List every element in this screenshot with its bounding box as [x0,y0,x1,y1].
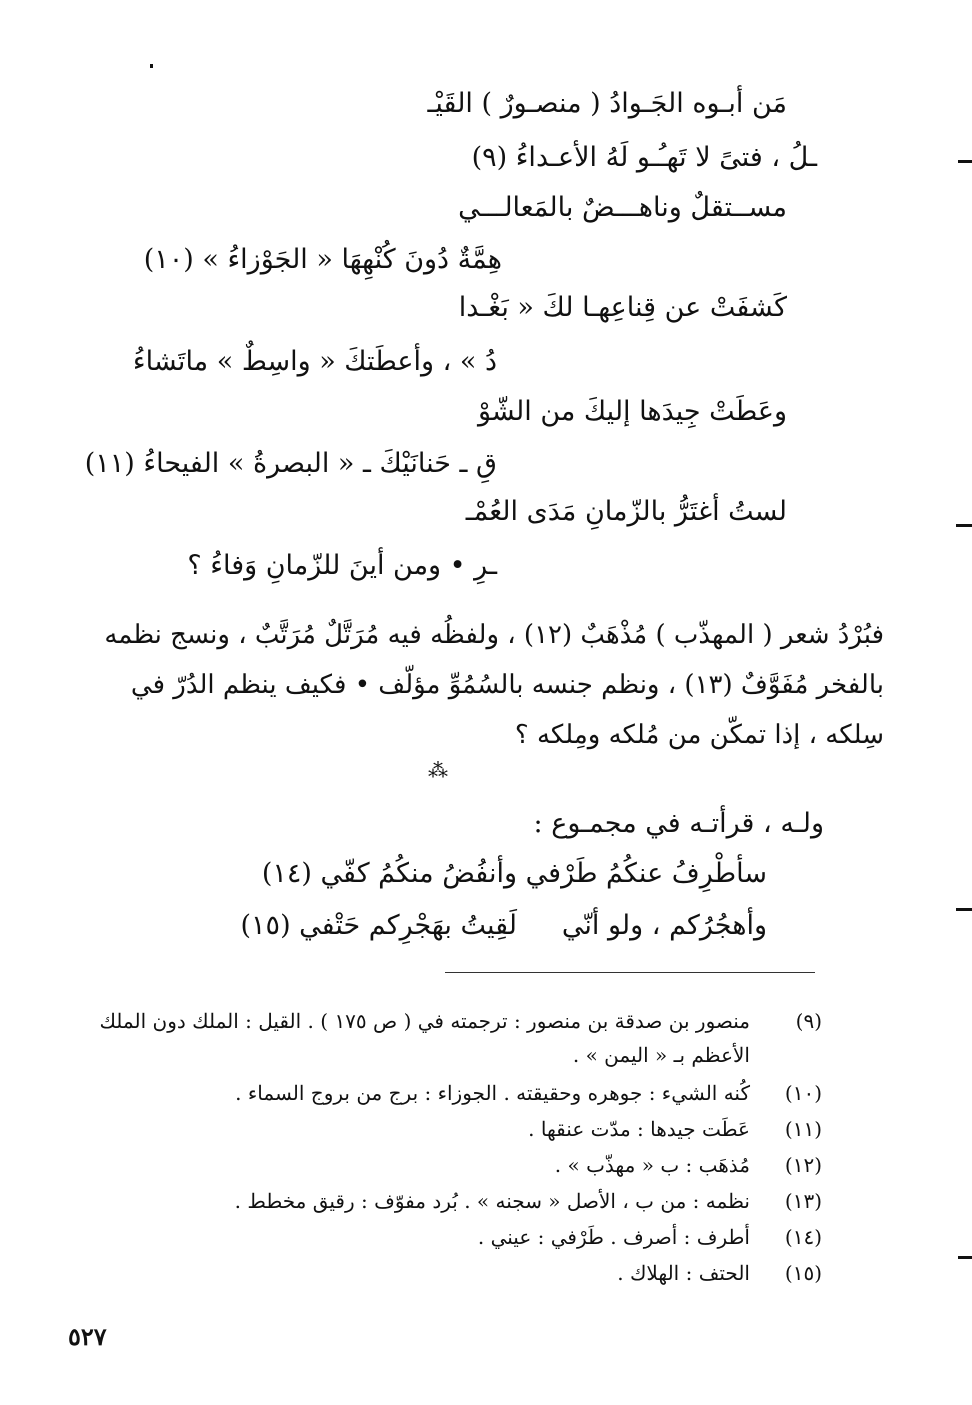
footnote [52,1220,822,1254]
scan-edge-mark [956,908,972,911]
couplet-first-hemistich: سأطْرِفُ عنكُمُ طَرْفي [525,858,767,889]
couplet-second-hemistich: وأنفُضُ منكُمُ كفّي (١٤) [261,858,517,889]
footnote [52,1076,822,1110]
page-number: ٥٢٧ [68,1322,107,1351]
scan-edge-mark [958,160,972,163]
scan-edge-mark [956,524,972,527]
couplet-first-hemistich: وأهجُرُكم ، ولو أنّي [561,910,767,941]
poem-line: ـلُ ، فتىً لا تَهـُـو لَهُ الأعـداءُ (٩) [471,142,817,173]
poem-line: مســتقلٌ وناهـــضٌ بالمَعالـــي [458,192,787,223]
footnote [52,1184,822,1218]
footnote-text: كُنه الشيء : جوهره وحقيقته . الجوزاء : برج من بروج السماء . [235,1081,750,1105]
poem-line: وعَطَتْ جِيدَها إليكَ من الشّوْ [477,396,787,427]
footnote-number: (٩) [795,1009,822,1033]
footnote-text: منصور بن صدقة بن منصور : ترجمته في ( ص ١٧٥ ) . القيل : الملك دون الملك الأعظم بـ « اليمن » . [99,1009,750,1067]
footnote-number: (١٤) [784,1225,822,1249]
footnote [52,1004,822,1074]
footnote [52,1112,822,1146]
footnote-text: الحتف : الهلاك . [617,1261,750,1285]
footnote-divider [445,972,815,973]
poem-line: هِمَّةٌ دُونَ كُنْهِهَا « الجَوْزاءُ » (١٠) [143,244,502,275]
poem-line: دُ » ، وأعطَتكَ « واسِطٌ » ماتَشاءُ [132,346,497,377]
footnote [52,1148,822,1182]
footnote [52,1256,822,1290]
footnote-text: عَطَت جيدها : مدّت عنقها . [528,1117,750,1141]
poem-line: ـرِ • ومن أينَ للزّمانِ وَفاءُ ؟ [187,550,497,581]
footnote-number: (١٠) [784,1081,822,1105]
couplet-second-hemistich: لَقِيتُ بهَجْرِكم حَتْفي (١٥) [240,910,517,941]
scan-speck [150,64,153,68]
prose-text: فبُرْدُ شعر ( المهذّب ) مُذْهَبٌ (١٢) ، ولفظُه فيه مُرَتَّلٌ مُرَتَّبٌ ، ونسج نظمه بالفخر مُفَوَّفٌ (١٣) ، ونظم جنسه بالسُمُوِّ مؤلّف • فكيف ينظم الدُرّ في سِلكه ، إذا تمكّن من مُلكه ومِلكه ؟ [104,620,884,750]
poem-line: مَن أبـوه الجَـوادُ ( منصـورٌ ) القَيْـ [427,88,787,119]
footnote-text: نظمه : من ب ، الأصل « سجنه » . بُرد مفوّف : رقيق مخطط . [234,1189,750,1213]
section-separator-stars: ⁂ [428,758,446,782]
poem-line: لستُ أغتَرُّ بالزّمانِ مَدَى العُمْـ [465,496,787,527]
footnote-number: (١١) [784,1117,822,1141]
footnote-text: مُذهَب : ب « مهذّب » . [554,1153,750,1177]
poem-line: قِ ـ حَنانَيْكَ ـ « البصرةُ » الفيحاءُ (١١) [84,448,497,479]
prose-paragraph [64,610,884,760]
footnote-number: (١٢) [784,1153,822,1177]
scan-edge-mark [958,1256,972,1259]
footnote-number: (١٥) [784,1261,822,1285]
poem-line: كَشفَتْ عن قِناعِهـا لكَ « بَغْـدا [458,292,787,323]
footnote-number: (١٣) [784,1189,822,1213]
poem-intro: ولـه ، قرأتـه في مجمـوع : [533,808,824,839]
footnote-text: أطرف : أصرف . طَرْفي : عيني . [477,1225,750,1249]
